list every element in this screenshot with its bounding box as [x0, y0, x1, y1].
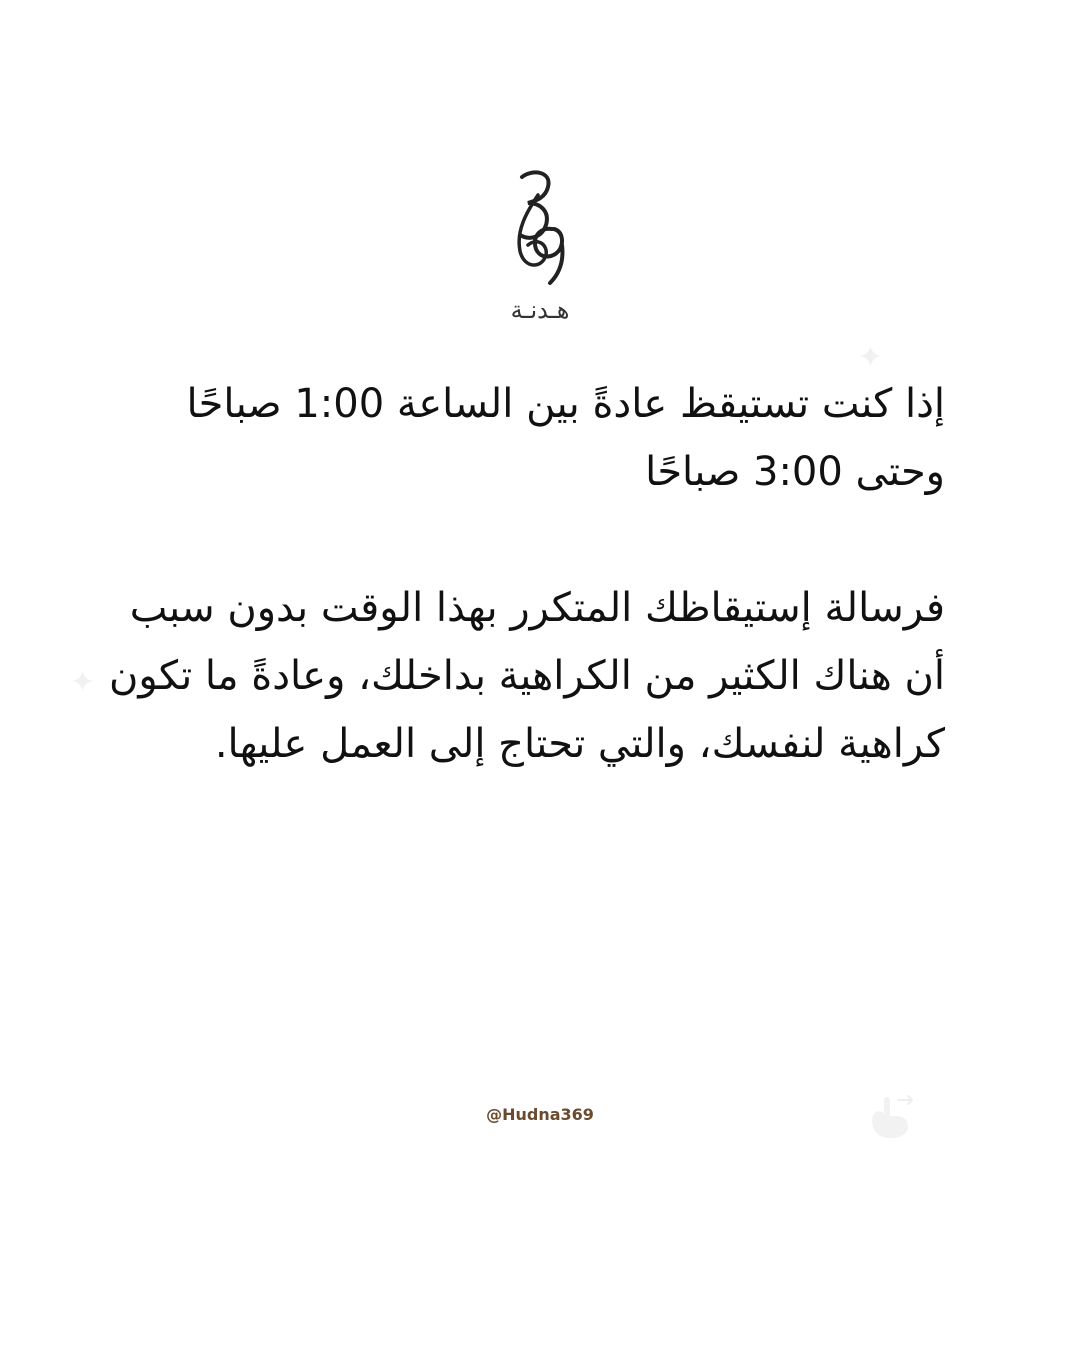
decorative-sparkle-icon: ✦ [70, 665, 96, 700]
post-paragraph-1: إذا كنت تستيقظ عادةً بين الساعة 1:00 صباحًا وحتى 3:00 صباحًا [186, 381, 945, 495]
decorative-sparkle-icon: ✦ [858, 340, 884, 375]
post-body [95, 370, 945, 846]
swipe-hand-icon [862, 1090, 922, 1140]
account-handle: @Hudna369 [486, 1105, 594, 1124]
post-paragraph-2: فرسالة إستيقاظك المتكرر بهذا الوقت بدون سبب أن هناك الكثير من الكراهية بداخلك، وعادةً ما تكون كراهية لنفسك، والتي تحتاج إلى العمل عليها. [108, 585, 945, 767]
logo-caption: هـدنـة [510, 296, 570, 324]
